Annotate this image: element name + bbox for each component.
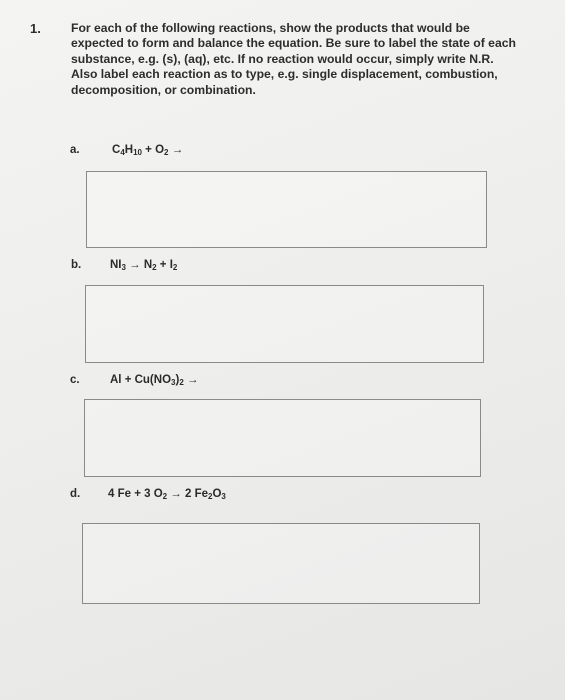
part-d-equation: 4 Fe + 3 $O_2 \to 2$ $Fe_2O_3$ bbox=[108, 488, 226, 501]
part-c-equation: $Al + Cu(NO_3)_2$ → bbox=[110, 374, 199, 387]
answer-box-b[interactable] bbox=[85, 285, 484, 363]
question-number: 1. bbox=[30, 21, 41, 36]
part-b-equation: $NI_3 \to N_2 + I_2$ bbox=[110, 259, 178, 272]
part-c-letter: c. bbox=[70, 374, 80, 386]
answer-box-d[interactable] bbox=[82, 523, 480, 604]
part-b-letter: b. bbox=[71, 259, 82, 271]
part-d-letter: d. bbox=[70, 488, 81, 500]
part-a-letter: a. bbox=[70, 144, 80, 156]
part-a-equation: $C_4H_{10} + O_2$ → bbox=[112, 144, 184, 157]
answer-box-c[interactable] bbox=[84, 399, 481, 477]
question-prompt: For each of the following reactions, show the products that would be expected to form and balance the equation. Be sure to label the state of each substance, e.g. (s), (aq), etc. If no reaction would occur, simply write N.R. Also label each reaction as to type, e.g. single displacement, combustion, decomposition, or combination. bbox=[71, 21, 516, 97]
answer-box-a[interactable] bbox=[86, 171, 487, 248]
